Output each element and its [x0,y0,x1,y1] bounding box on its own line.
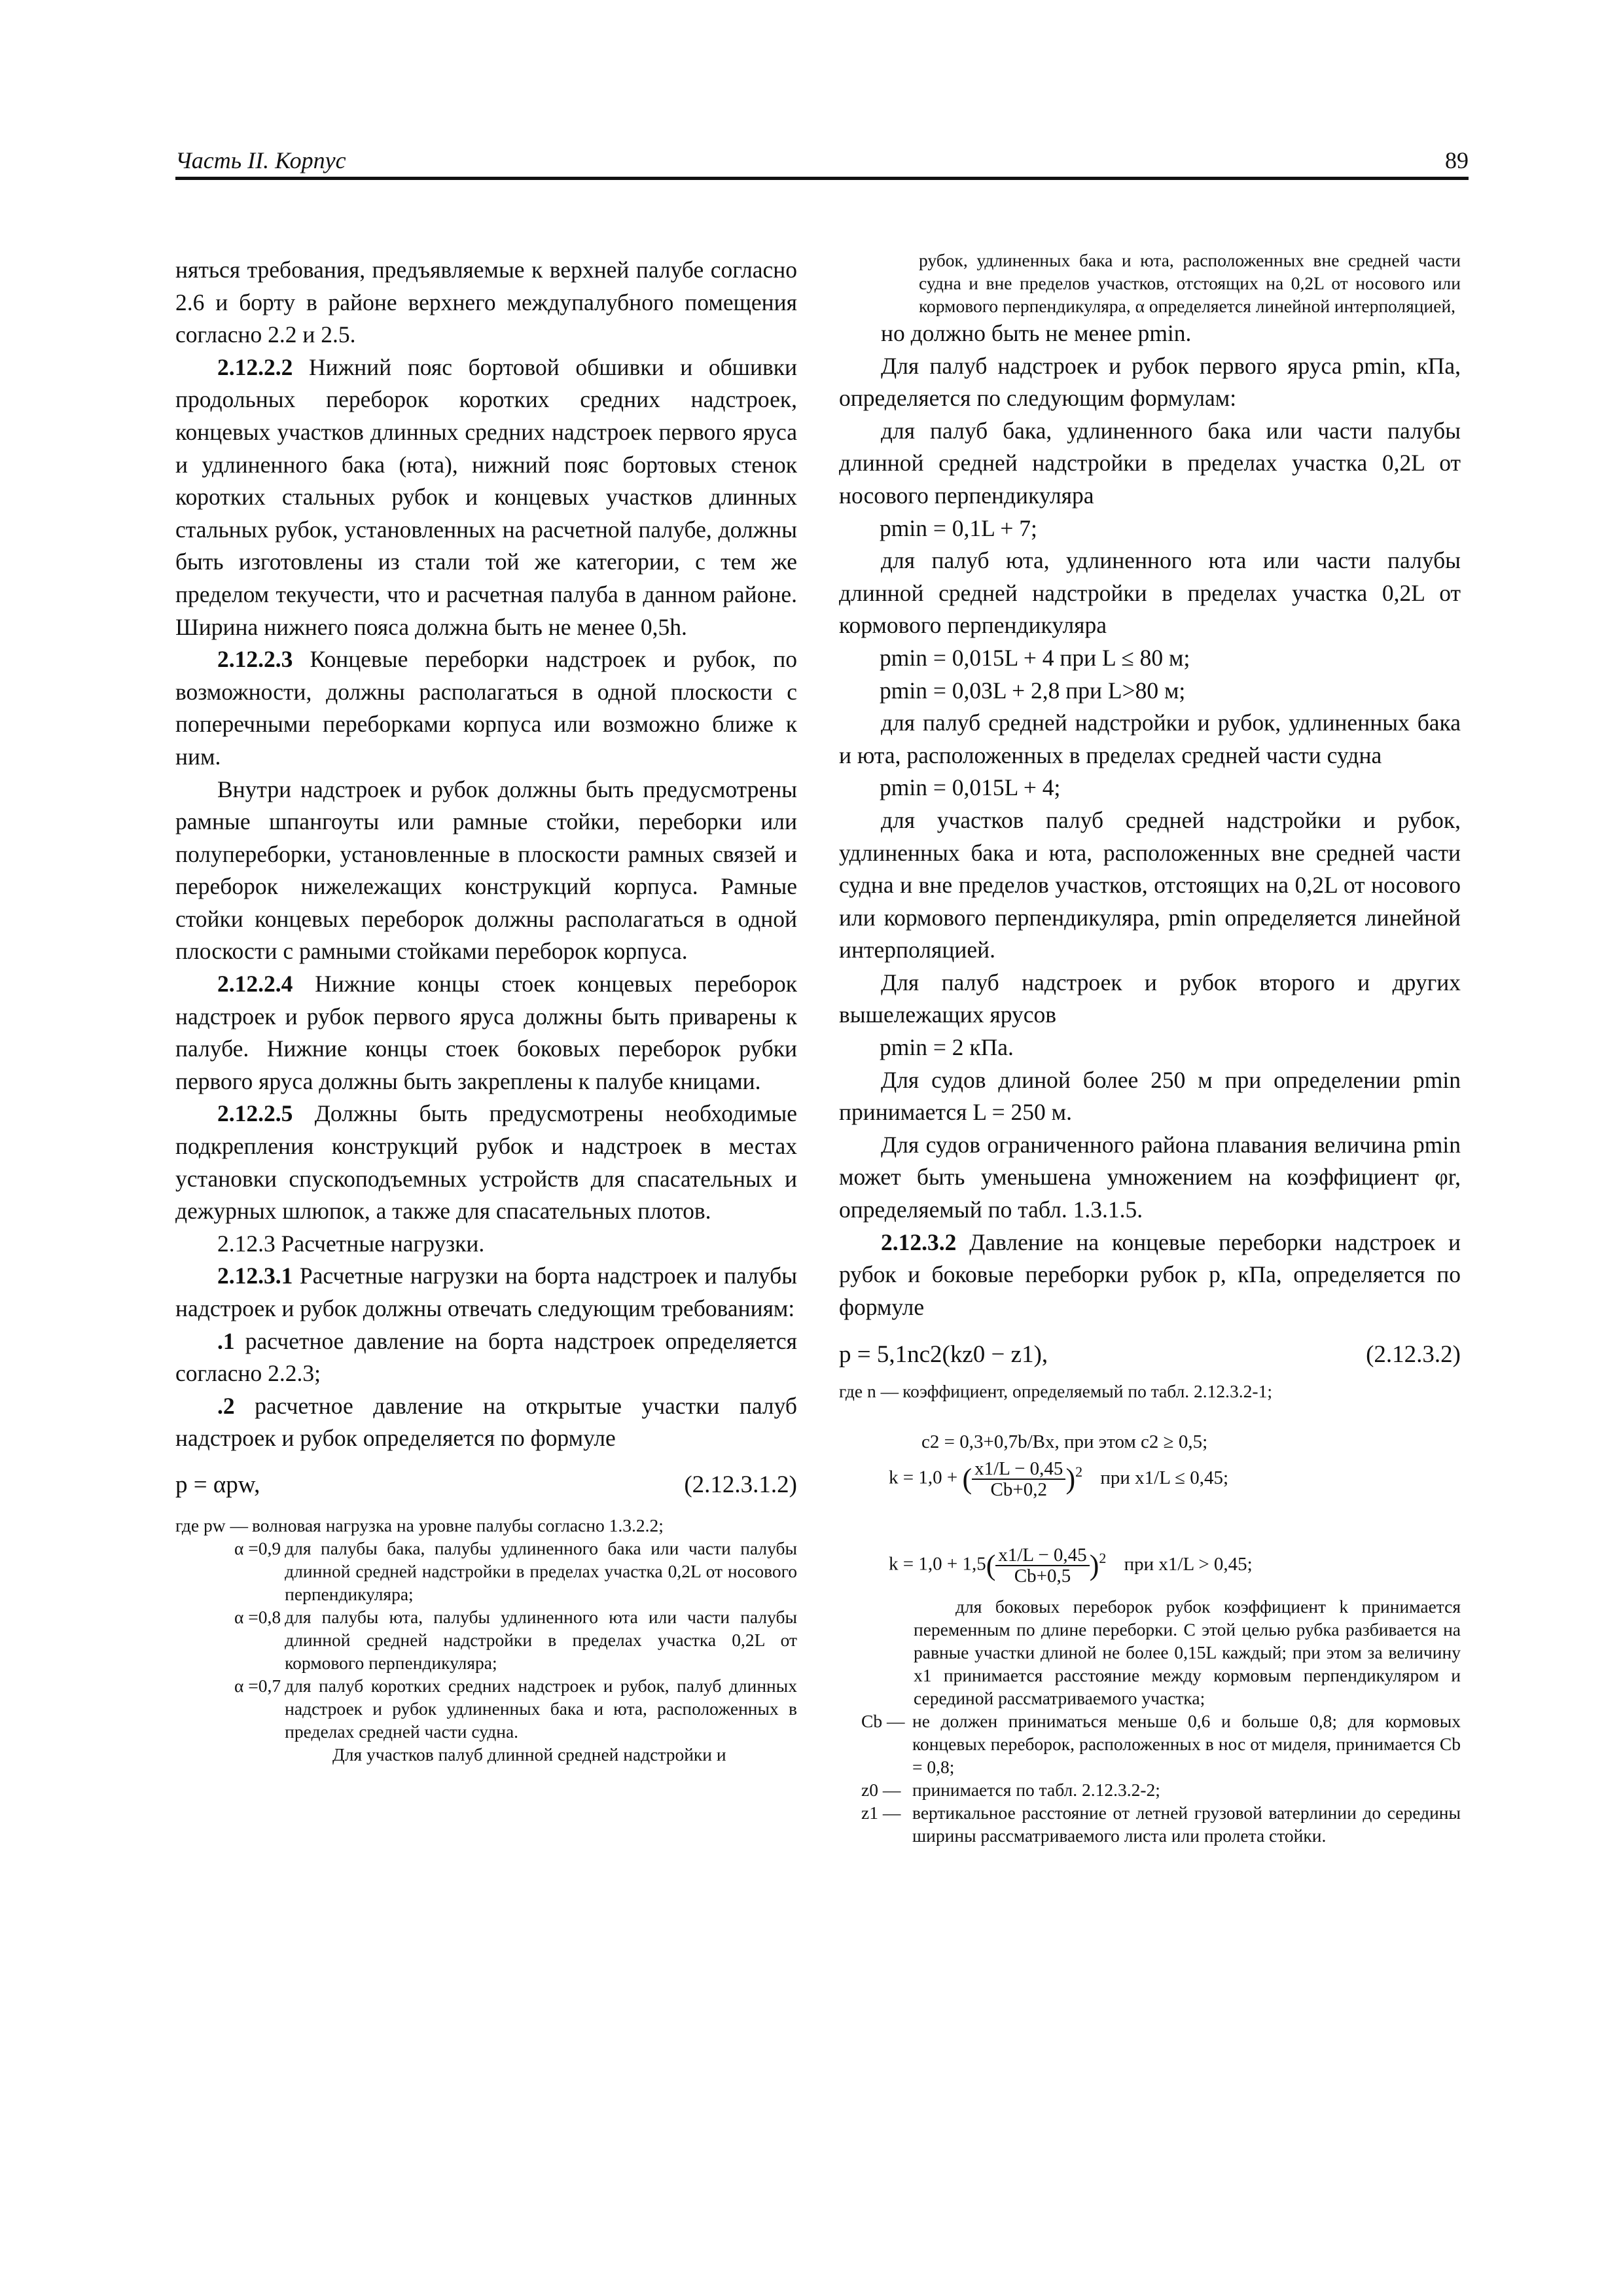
section-text: Давление на концевые переборки надстроек и рубок и боковые переборки рубок p, кПа, определяется по формуле [839,1229,1461,1320]
legend-text: волновая нагрузка на уровне палубы согласно 1.3.2.2; [251,1515,664,1535]
item-number: .2 [217,1392,235,1419]
section-text: Нижние концы стоек концевых переборок надстроек и рубок первого яруса должны быть приварены к палубе. Нижние концы стоек боковых переборок рубки первого яруса должны быть закреплены к палубе кницами. [175,971,797,1094]
k-fraction [972,1459,1065,1499]
legend-text: для палуб коротких средних надстроек и рубок, палуб длинных надстроек и рубок удлиненных бака и юта, расположенных в пределах средней части судна. [285,1675,797,1742]
formula-expression: p = 5,1nc2(kz0 − z1), [839,1341,1048,1369]
legend-symbol: где n — [839,1381,899,1402]
formula-expression: p = αpw, [175,1471,260,1498]
section-2-12-3-1 [175,1260,797,1325]
side-bulkhead-note: для боковых переборок рубок коэффициент k принимается переменным по длине переборки. С этой целью рубка разбивается на равные участки длиной не более 0,15L каждый; при этом за величину x1 принимается расстояние между кормовым перпендикуляром и серединой рассматриваемого участка; [914,1596,1461,1709]
formula-number: (2.12.3.1.2) [684,1471,797,1498]
legend-symbol: α =0,8 [234,1606,281,1627]
section-text: Расчетные нагрузки на борта надстроек и палубы надстроек и рубок должны отвечать следующим требованиям: [175,1263,797,1321]
item-number: .1 [217,1327,235,1354]
paragraph-second-tier: Для палуб надстроек и рубок второго и других вышележащих ярусов [839,969,1461,1028]
legend-alpha-interp-cont: рубок, удлиненных бака и юта, расположенных вне средней части судна и вне пределов участков, отстоящих на 0,2L от носового или кормового перпендикуляра, α определяется линейной интерполяцией, [919,250,1461,316]
formula-legend [175,1514,797,1766]
right-column [839,249,1461,1847]
page-number: 89 [1445,147,1469,173]
paren-open: ( [986,1549,996,1582]
item-1 [175,1325,797,1390]
legend-symbol: α =0,7 [234,1675,281,1696]
formula-pmin-second: pmin = 2 кПа. [880,1034,1014,1061]
section-2-12-2-5 [175,1098,797,1227]
formula-k-2 [880,1545,1461,1586]
section-2-12-3-heading: 2.12.3 Расчетные нагрузки. [217,1230,485,1257]
k-denominator: Cb+0,2 [990,1479,1047,1501]
paragraph-interpolation: для участков палуб средней надстройки и рубок, удлиненных бака и юта, расположенных вне средней части судна и вне пределов участков, отстоящих на 0,2L от носового или кормового перпендикуляра, pmin определяется линейной интерполяцией. [839,806,1461,963]
formula-legend-3 [839,1710,1461,1847]
paragraph-continuation: няться требования, предъявляемые к верхней палубе согласно 2.6 и борту в районе верхнего междупалубного помещения согласно 2.2 и 2.5. [175,257,797,348]
formula-number: (2.12.3.2) [1366,1341,1461,1369]
formula-pmin-bak: pmin = 0,1L + 7; [880,514,1037,541]
k-fraction [995,1545,1089,1586]
section-text: Концевые переборки надстроек и рубок, по возможности, должны располагаться в одной плоскости с поперечными переборками корпуса или возможно ближе к ним. [175,646,797,770]
formula-c2: c2 = 0,3+0,7b/Bx, при этом c2 ≥ 0,5; [921,1431,1208,1453]
section-number: 2.12.3.1 [217,1263,293,1289]
legend-text: коэффициент, определяемый по табл. 2.12.3.2-1; [902,1381,1272,1402]
k-prefix: k = 1,0 + [889,1467,963,1489]
k-condition: при x1/L > 0,45; [1124,1554,1253,1575]
formula-k-1 [880,1459,1461,1499]
item-2 [175,1390,797,1455]
paragraph-yut: для палуб юта, удлиненного юта или части палубы длинной средней надстройки в пределах участка 0,2L от кормового перпендикуляра [839,547,1461,639]
coefficient-formulas [839,1429,1461,1586]
paren-close: ) [1065,1463,1076,1496]
section-number: 2.12.3.2 [881,1229,957,1255]
paragraph-mid: для палуб средней надстройки и рубок, удлиненных бака и юта, расположенных в пределах средней части судна [839,709,1461,768]
legend-row-cb [861,1710,1461,1778]
legend-row-alpha-07 [175,1674,797,1743]
legend-text: не должен приниматься меньше 0,6 и больше 0,8; для кормовых концевых переборок, расположенных в нос от миделя, принимается Cb = 0,8; [912,1711,1461,1778]
k-prefix: k = 1,0 + 1,5 [889,1554,986,1575]
paragraph-pmin-limit: но должно быть не менее pmin. [881,320,1192,346]
paragraph-first-tier: Для палуб надстроек и рубок первого яруса pmin, кПа, определяется по следующим формулам: [839,352,1461,412]
section-number: 2.12.2.3 [217,646,293,673]
legend-symbol: α =0,9 [234,1537,281,1558]
section-2-12-2-2 [175,351,797,643]
header-rule [175,177,1469,180]
section-number: 2.12.2.4 [217,971,293,997]
legend-row-n [839,1380,1461,1403]
paren-open: ( [962,1463,972,1496]
section-text: Должны быть предусмотрены необходимые подкрепления конструкций рубок и надстроек в местах установки спускоподъемных устройств для спасательных и дежурных шлюпок, а также для спасательных плотов. [175,1100,797,1225]
paragraph-restricted: Для судов ограниченного района плавания величина pmin может быть уменьшена умножением на коэффициент φr, определяемый по табл. 1.3.1.5. [839,1131,1461,1223]
formula-pmin-yut-2: pmin = 0,03L + 2,8 при L>80 м; [880,677,1186,704]
legend-text: для палубы юта, палубы удлиненного юта или части палубы длинной средней надстройки в пределах участка 0,2L от кормового перпендикуляра; [285,1606,797,1673]
k-condition: при x1/L ≤ 0,45; [1100,1467,1229,1489]
legend-row-z0 [861,1778,1461,1801]
legend-symbol: z0 — [861,1780,901,1801]
item-text: расчетное давление на открытые участки палуб надстроек и рубок определяется по формуле [175,1392,797,1452]
formula-2-12-3-2 [839,1338,1461,1372]
legend-text: принимается по табл. 2.12.3.2-2; [912,1780,1160,1801]
item-text: расчетное давление на борта надстроек определяется согласно 2.2.3; [175,1327,797,1387]
running-title: Часть II. Корпус [175,147,346,173]
k-exponent: 2 [1075,1463,1083,1480]
page-header [175,147,1469,181]
legend-row-z1 [861,1801,1461,1847]
paren-close: ) [1089,1549,1099,1582]
legend-text: вертикальное расстояние от летней грузовой ватерлинии до середины ширины рассматриваемого листа или пролета стойки. [912,1803,1461,1846]
legend-symbol: Cb — [861,1711,905,1732]
k-denominator: Cb+0,5 [1014,1566,1071,1587]
legend-row-alpha-08 [175,1605,797,1674]
section-2-12-3-2 [839,1227,1461,1324]
legend-text: для палубы бака, палубы удлиненного бака или части палубы длинной средней надстройки в пределах участка 0,2L от носового перпендикуляра; [285,1537,797,1604]
section-2-12-2-3 [175,643,797,773]
paragraph-bak: для палуб бака, удлиненного бака или части палубы длинной средней надстройки в пределах участка 0,2L от носового перпендикуляра [839,417,1461,509]
formula-2-12-3-1-2 [175,1468,797,1502]
paragraph-frames: Внутри надстроек и рубок должны быть предусмотрены рамные шпангоуты или рамные стойки, переборки или полупереборки, установленные в плоскости рамных связей и переборок нижележащих конструкций корпуса. Рамные стойки концевых переборок должны располагаться в одной плоскости с рамными стойками переборок корпуса. [175,776,797,965]
section-number: 2.12.2.5 [217,1100,293,1127]
k-numerator: x1/L − 0,45 [995,1545,1089,1566]
k-exponent: 2 [1099,1550,1107,1567]
legend-alpha-interp-start: Для участков палуб длинной средней надстройки и [332,1744,726,1765]
section-text: Нижний пояс бортовой обшивки и обшивки продольных переборок коротких средних надстроек, концевых участков длинных средних надстроек первого яруса и удлиненного бака (юта), нижний пояс бортовых стенок коротких стальных рубок и концевых участков длинных стальных рубок, установленных на расчетной палубе, должны быть изготовлены из стали той же категории, с тем же пределом текучести, что и расчетная палуба в данном районе. Ширина нижнего пояса должна быть не менее 0,5h. [175,353,797,640]
section-number: 2.12.2.2 [217,353,293,380]
k-numerator: x1/L − 0,45 [972,1459,1065,1480]
formula-legend-2 [839,1380,1461,1403]
formula-pmin-mid: pmin = 0,015L + 4; [880,774,1061,801]
legend-row-alpha-09 [175,1537,797,1605]
paragraph-250m: Для судов длиной более 250 м при определении pmin принимается L = 250 м. [839,1066,1461,1126]
left-column [175,254,797,1766]
legend-symbol: z1 — [861,1803,901,1823]
legend-symbol: где pw — [175,1515,248,1535]
legend-row-pw [175,1514,797,1537]
formula-pmin-yut-1: pmin = 0,015L + 4 при L ≤ 80 м; [880,644,1190,671]
section-2-12-2-4 [175,968,797,1098]
